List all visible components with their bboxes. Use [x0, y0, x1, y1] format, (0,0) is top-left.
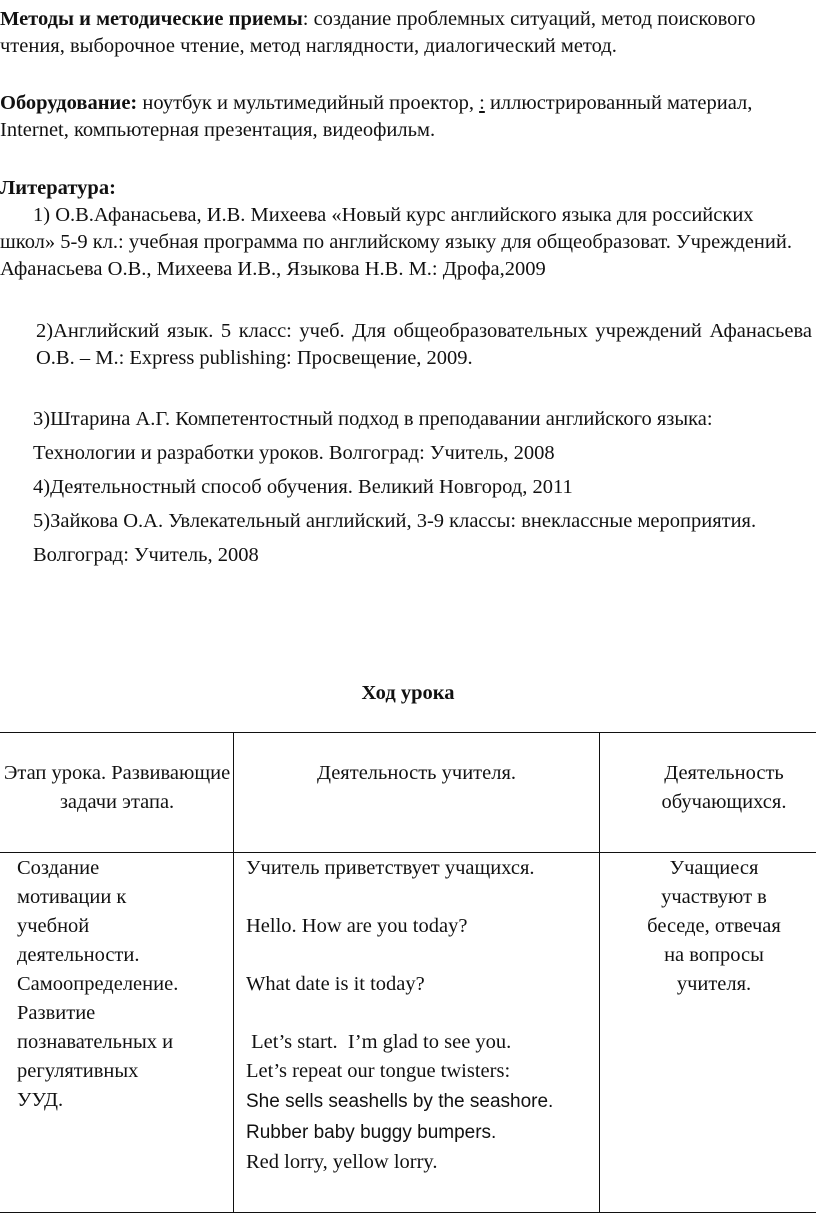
header-teacher: Деятельность учителя. [234, 733, 600, 853]
stage-line: мотивации к [17, 886, 127, 908]
literature-item-5: 5)Зайкова О.А. Увлекательный английский, 3-9 классы: внеклассные мероприятия. Волгоград: Учитель, 2008 [33, 510, 757, 566]
stage-line: УУД. [17, 1089, 64, 1111]
stage-line: деятельности. [17, 944, 140, 966]
stage-line: учебной [17, 915, 90, 937]
equipment-underlined: : [479, 92, 485, 114]
stage-line: Самоопределение. [17, 973, 179, 995]
cell-stage [0, 853, 234, 1213]
literature-item-1: 1) О.В.Афанасьева, И.В. Михеева «Новый курс английского языка для российских школ» 5-9 кл.: учебная программа по английскому языку для общеобразоват. Учреждений. Афанасьева О.В., Михеева И.В., Языкова Н.В. М.: Дрофа,2009 [0, 204, 792, 280]
equipment-text-2: иллюстрированный материал, Internet, компьютерная презентация, видеофильм. [0, 92, 753, 141]
stage-line: регулятивных [17, 1060, 139, 1082]
equipment-label: Оборудование: [0, 92, 138, 114]
stage-line: Создание [17, 857, 100, 879]
literature-item-3: 3)Штарина А.Г. Компетентостный подход в преподавании английского языка: Технологии и разработки уроков. Волгоград: Учитель, 2008 [33, 408, 713, 464]
stage-line: познавательных и [17, 1031, 174, 1053]
methods-colon: : [302, 8, 309, 30]
lesson-heading: Ход урока [361, 682, 455, 704]
students-line: беседе, отвечая [647, 915, 781, 937]
teacher-line: Let’s repeat our tongue twisters: [246, 1060, 511, 1082]
literature-item-2: 2)Английский язык. 5 класс: учеб. Для общеобразовательных учреждений Афанасьева О.В. – М.: Express publishing: Просвещение, 2009. [36, 320, 812, 369]
students-line: участвуют в [661, 886, 767, 908]
equipment-paragraph [0, 90, 812, 144]
methods-paragraph [0, 6, 812, 60]
methods-text: создание проблемных ситуаций, метод поискового чтения, выборочное чтение, метод наглядности, диалогический метод. [0, 8, 756, 57]
teacher-line: Hello. How are you today? [246, 915, 468, 937]
header-stage: Этап урока. Развивающие задачи этапа. [0, 733, 234, 853]
table-header-row [0, 733, 816, 853]
teacher-line: What date is it today? [246, 973, 425, 995]
equipment-text-1: ноутбук и мультимедийный проектор, [137, 92, 480, 114]
students-line: учителя. [676, 973, 752, 995]
stage-line: Развитие [17, 1002, 96, 1024]
literature-label: Литература: [0, 177, 116, 199]
students-line: на вопросы [664, 944, 764, 966]
teacher-line: Red lorry, yellow lorry. [246, 1151, 438, 1173]
table-row [0, 853, 816, 1213]
teacher-line: She sells seashells by the seashore. [246, 1091, 554, 1112]
literature-item-4: 4)Деятельностный способ обучения. Великий Новгород, 2011 [33, 476, 573, 498]
students-line: Учащиеся [669, 857, 759, 879]
teacher-line: Let’s start. I’m glad to see you. [246, 1031, 512, 1053]
lesson-table [0, 732, 816, 1213]
cell-students [600, 853, 816, 1213]
methods-label: Методы и методические приемы [0, 8, 303, 30]
teacher-line: Учитель приветствует учащихся. [246, 857, 535, 879]
cell-teacher [234, 853, 600, 1213]
header-students: Деятельность обучающихся. [600, 733, 816, 853]
teacher-line: Rubber baby buggy bumpers. [246, 1122, 497, 1143]
